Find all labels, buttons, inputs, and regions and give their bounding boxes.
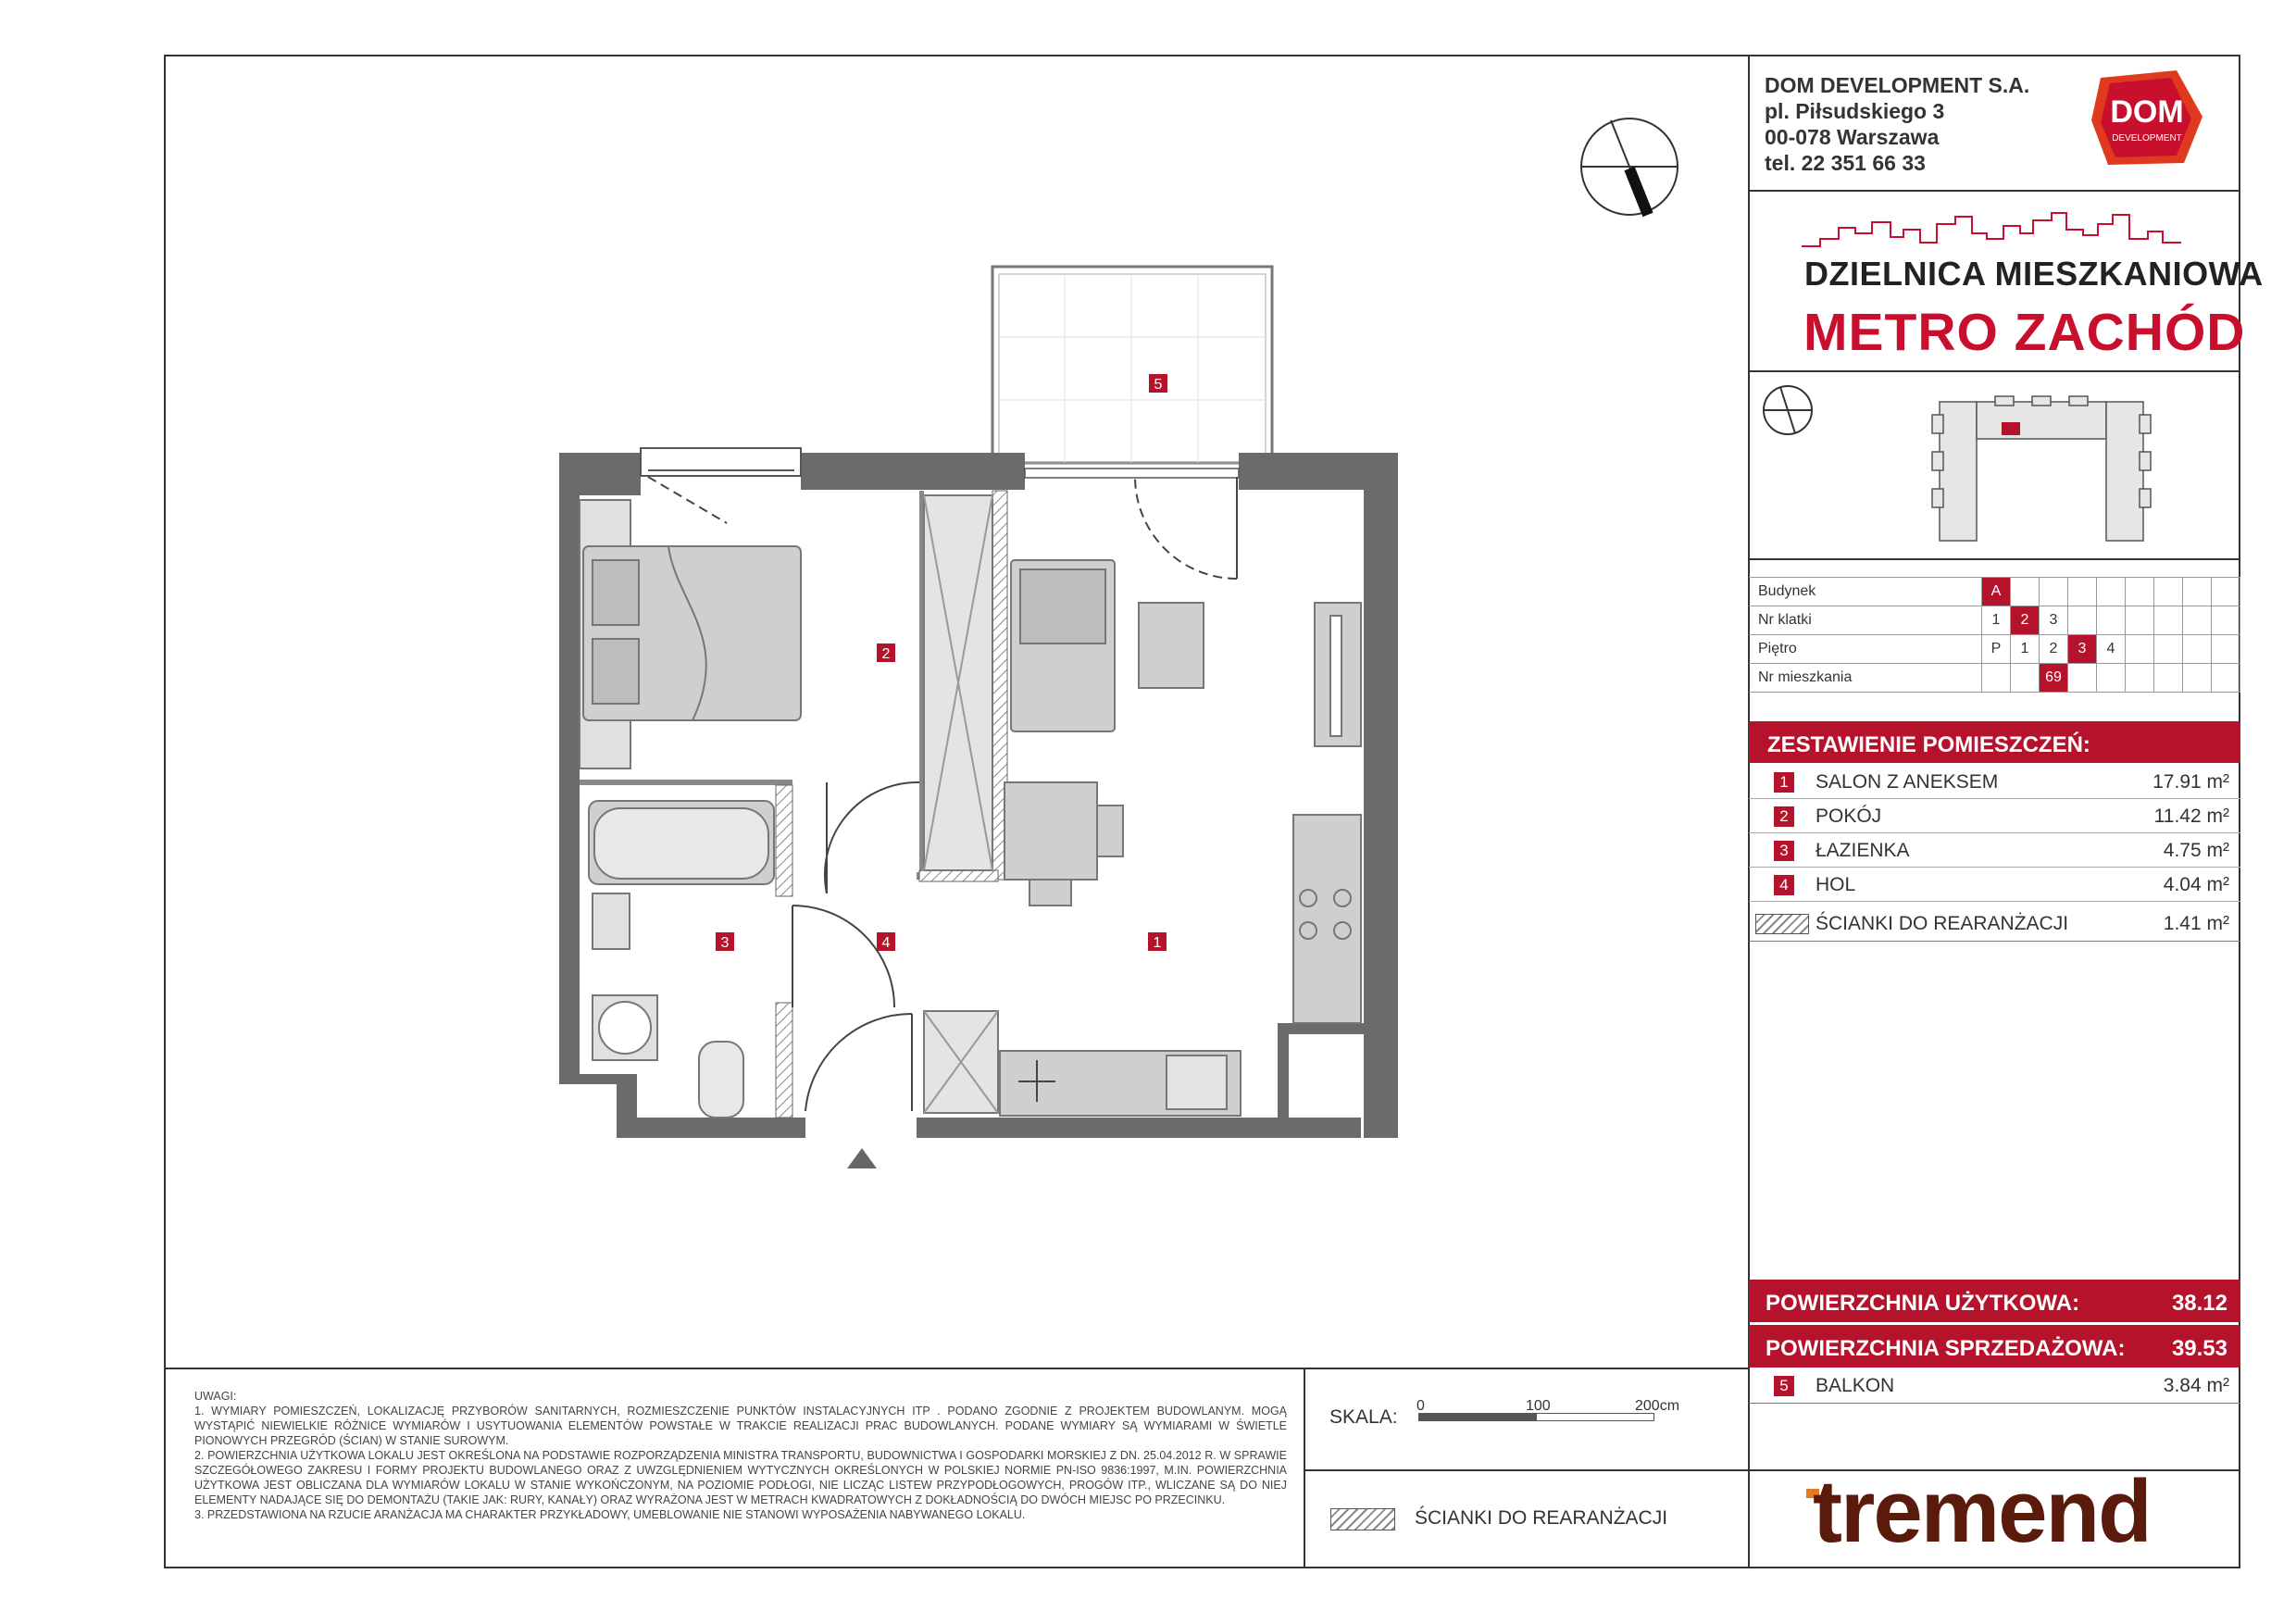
row-floor: Piętro P 1 2 3 4 <box>1749 635 2240 664</box>
room-row: 4 HOL 4.04 m² <box>1749 868 2240 902</box>
svg-text:5: 5 <box>1154 377 1163 393</box>
skyline-icon <box>1802 206 2181 252</box>
balcony-row: 5 BALKON 3.84 m² <box>1749 1368 2240 1403</box>
estate-line1: DZIELNICA MIESZKANIOWA <box>1804 255 2264 293</box>
scale-label: SKALA: <box>1329 1406 1398 1428</box>
row-apartment: Nr mieszkania 69 <box>1749 664 2240 693</box>
sale-area-bar: POWIERZCHNIA SPRZEDAŻOWA: 39.53 <box>1749 1325 2240 1368</box>
note-item: 3. PRZEDSTAWIONA NA RZUCIE ARANŻACJA MA CHARAKTER PRZYKŁADOWY, UMEBLOWANIE NIE STANOWI WYPOSAŻENIA NABYWANEGO LOKALU. <box>194 1508 1026 1521</box>
logo-divider <box>1748 190 2240 192</box>
legend-text: ŚCIANKI DO REARANŻACJI <box>1415 1507 1668 1529</box>
summary-title: ZESTAWIENIE POMIESZCZEŃ: <box>1749 721 2240 763</box>
furniture <box>580 495 1361 1118</box>
row-staircase: Nr klatki 1 2 3 <box>1749 606 2240 635</box>
tremend-logo: tremend <box>1813 1462 2151 1561</box>
company-city: 00-078 Warszawa <box>1765 125 1940 149</box>
keyplan-divider <box>1748 558 2240 560</box>
svg-text:1: 1 <box>1153 935 1162 951</box>
balcony-divider <box>1749 1403 2240 1404</box>
company-phone: tel. 22 351 66 33 <box>1765 151 1926 175</box>
keyplan-compass-icon <box>1764 386 1812 434</box>
room-row: 1 SALON Z ANEKSEM 17.91 m² <box>1749 765 2240 799</box>
location-table <box>1749 577 2240 693</box>
note-item: 1. WYMIARY POMIESZCZEŃ, LOKALIZACJĘ PRZYBORÓW SANITARNYCH, ROZMIESZCZENIE PUNKTÓW INSTALACYJNYCH ITP . PODANO ZGODNIE Z PROJEKTEM BUDOWLANYM. MOGĄ WYSTĄPIĆ NIEWIELKIE RÓŻNICE WYMIARÓW I USYTUOWANIA ELEMENTÓW POWSTAŁE W TRAKCIE REALIZACJI PRAC BUDOWLANYCH. PODANE WYMIARY SĄ WYMIARAMI W ŚWIETLE PIONOWYCH PRZEGRÓD (ŚCIAN) W STANIE SUROWYM. <box>194 1405 1287 1447</box>
legend-hatch-swatch <box>1330 1508 1395 1530</box>
balcony <box>992 267 1272 463</box>
room-row: 2 POKÓJ 11.42 m² <box>1749 799 2240 833</box>
entrance-marker <box>847 1148 877 1168</box>
svg-text:2: 2 <box>881 646 891 662</box>
scale-divider <box>1304 1368 1305 1568</box>
note-item: 2. POWIERZCHNIA UŻYTKOWA LOKALU JEST OKREŚLONA NA PODSTAWIE ROZPORZĄDZENIA MINISTRA TRANSPORTU, BUDOWNICTWA I GOSPODARKI MORSKIEJ Z DN. 25.04.2012 R. W SPRAWIE SZCZEGÓŁOWEGO ZAKRESU I FORMY PROJEKTU BUDOWLANEGO ORAZ Z UWZGLĘDNIENIEM WYTYCZNYCH OKREŚLONYCH W POLSKIEJ NORMIE PN-ISO 9836:1997, M.IN. POWIERZCHNIA UŻYTKOWA JEST OBLICZANA DLA WYMIARÓW LOKALU W STANIE WYKOŃCZONYM, NA POZIOMIE PODŁOGI, NIE LICZĄC LISTEW PRZYPODŁOGOWYCH, PROGÓW ITP., WLICZANE SĄ DO NIEJ ELEMENTY NADAJĄCE SIĘ DO DEMONTAŻU (TAKIE JAK: RURY, KANAŁY) ORAZ WYRAŻONA JEST W METRACH KWADRATOWYCH Z DOKŁADNOŚCIĄ DO DWÓCH MIEJSC PO PRZECINKU. <box>194 1449 1287 1506</box>
scale-tick: 0 <box>1416 1398 1425 1414</box>
company-street: pl. Piłsudskiego 3 <box>1765 99 1945 123</box>
company-name: DOM DEVELOPMENT S.A. <box>1765 73 2030 97</box>
notes-heading: UWAGI: <box>194 1390 237 1403</box>
estate-line2: METRO ZACHÓD <box>1803 303 2246 362</box>
company-address <box>1765 72 2029 176</box>
svg-text:3: 3 <box>720 935 730 951</box>
compass-icon <box>1581 119 1678 215</box>
svg-text:DEVELOPMENT: DEVELOPMENT <box>2112 133 2182 144</box>
room-row: 3 ŁAZIENKA 4.75 m² <box>1749 833 2240 868</box>
usable-area-bar: POWIERZCHNIA UŻYTKOWA: 38.12 <box>1749 1280 2240 1322</box>
dom-development-logo <box>2088 67 2208 169</box>
notes-divider <box>164 1368 1749 1369</box>
notes <box>194 1389 1287 1522</box>
svg-text:DOM: DOM <box>2110 94 2184 130</box>
row-building: Budynek A <box>1749 578 2240 606</box>
scale-tick: 200cm <box>1635 1398 1680 1414</box>
estate-divider <box>1748 370 2240 372</box>
scale-tick: 100 <box>1526 1398 1551 1414</box>
walls-divider <box>1749 941 2240 942</box>
walls-row: ŚCIANKI DO REARANŻACJI 1.41 m² <box>1816 913 2229 934</box>
svg-text:4: 4 <box>881 935 891 951</box>
key-plan <box>1754 378 2236 554</box>
